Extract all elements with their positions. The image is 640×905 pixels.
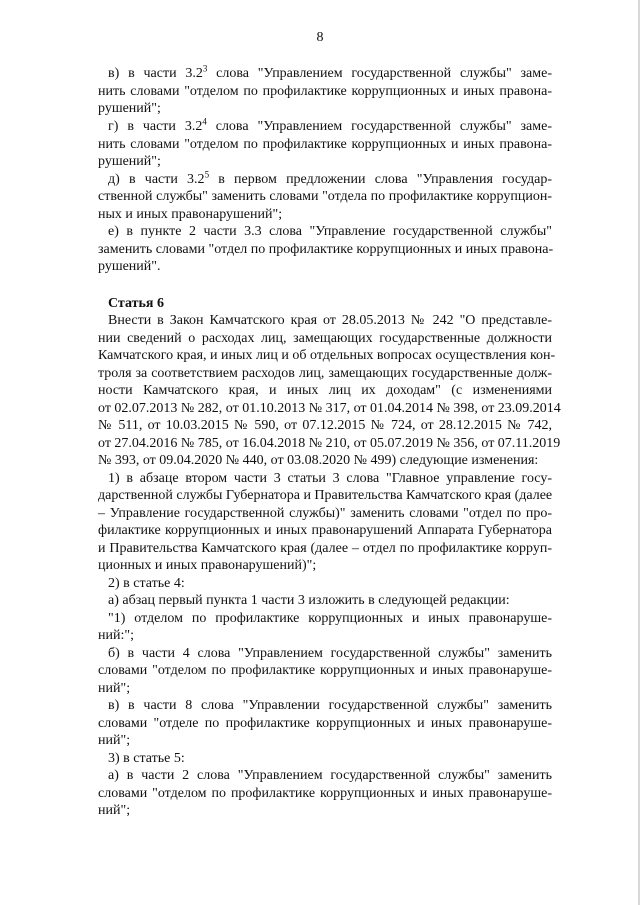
article-line: 1) в абзаце втором части 3 статьи 3 слова "Главное управление госу- [108, 471, 552, 486]
article-line: а) в части 2 слова "Управлением государственной службы" заменить [108, 768, 552, 783]
article-line: б) в части 4 слова "Управлением государственной службы" заменить [108, 646, 552, 661]
article-line: Внести в Закон Камчатского края от 28.05.2013 № 242 "О представле- [108, 313, 552, 328]
article-line: ний:"; [98, 628, 134, 643]
article-line: № 393, от 09.04.2020 № 440, от 03.08.2020 № 499) следующие изменения: [98, 453, 539, 468]
article-line: и Правительства Камчатского края (далее – отдел по профилактике корруп- [98, 541, 552, 556]
item-e-line-2: заменить словами "отдел по профилактике коррупционных и иных правона- [98, 242, 554, 257]
article-line: ний"; [98, 681, 131, 696]
article-line: ний"; [98, 733, 131, 748]
article-line: от 27.04.2016 № 785, от 16.04.2018 № 210, от 05.07.2019 № 356, от 07.11.2019 [98, 436, 561, 451]
item-g-line-3: рушений"; [98, 154, 161, 169]
article-line: словами "отделом по профилактике коррупционных и иных правонаруше- [98, 786, 552, 801]
article-line: троля за соответствием расходов лиц, замещающих государственные долж- [98, 366, 552, 381]
page-number: 8 [316, 30, 324, 45]
superscript: 3 [202, 63, 208, 74]
item-v-line-2: нить словами "отделом по профилактике коррупционных и иных правона- [98, 84, 552, 99]
article-line: словами "отделе по профилактике коррупционных и иных правонаруше- [98, 716, 552, 731]
article-line: нии сведений о расходах лиц, замещающих государственные должности [98, 331, 552, 346]
item-v-line-3: рушений"; [98, 101, 161, 116]
item-g-line-1: г) в части $3.2^4$ слова "Управлением государственной службы" заме- [108, 116, 552, 134]
superscript: 5 [204, 169, 210, 180]
article-line: в) в части 8 слова "Управлении государственной службы" заменить [108, 698, 552, 713]
article-line: филактике коррупционных и иных правонарушений Аппарата Губернатора [98, 523, 552, 538]
article-line: от 02.07.2013 № 282, от 01.10.2013 № 317, от 01.04.2014 № 398, от 23.09.2014 [98, 401, 561, 416]
article-line: а) абзац первый пункта 1 части 3 изложить в следующей редакции: [108, 593, 510, 608]
article-line: ности Камчатского края, и иных лиц их доходам" (с изменениями [98, 383, 552, 398]
item-v-line-1: в) в части $3.2^3$ слова "Управлением государственной службы" заме- [108, 63, 552, 81]
item-g-line-2: нить словами "отделом по профилактике коррупционных и иных правона- [98, 137, 552, 152]
article-line: дарственной службы Губернатора и Правительства Камчатского края (далее [98, 488, 553, 503]
article-line: 3) в статье 5: [108, 751, 185, 766]
article-line: словами "отделом по профилактике коррупционных и иных правонаруше- [98, 663, 552, 678]
superscript: 4 [202, 116, 207, 127]
item-d-line-3: ных и иных правонарушений"; [98, 207, 283, 222]
item-e-line-3: рушений". [98, 259, 161, 274]
article-line: "1) отделом по профилактике коррупционных и иных правонаруше- [108, 611, 552, 626]
article-line: Камчатского края, и иных лиц и об отдельных вопросах осуществления кон- [98, 348, 556, 363]
article-line: ционных и иных правонарушений)"; [98, 558, 317, 573]
article-line: 2) в статье 4: [108, 576, 185, 591]
article-line: ний"; [98, 803, 131, 818]
item-e-line-1: е) в пункте 2 части 3.3 слова "Управление государственной службы" [108, 224, 552, 239]
article-line: – Управление государственной службы)" заменить словами "отдел по про- [98, 506, 552, 521]
item-d-line-2: ственной службы" заменить словами "отдела по профилактике коррупцион- [98, 189, 552, 204]
article-heading: Статья 6 [108, 296, 164, 311]
article-line: № 511, от 10.03.2015 № 590, от 07.12.2015 № 724, от 28.12.2015 № 742, [98, 418, 552, 433]
item-d-line-1: д) в части $3.2^5$ в первом предложении слова "Управления государ- [108, 169, 552, 187]
